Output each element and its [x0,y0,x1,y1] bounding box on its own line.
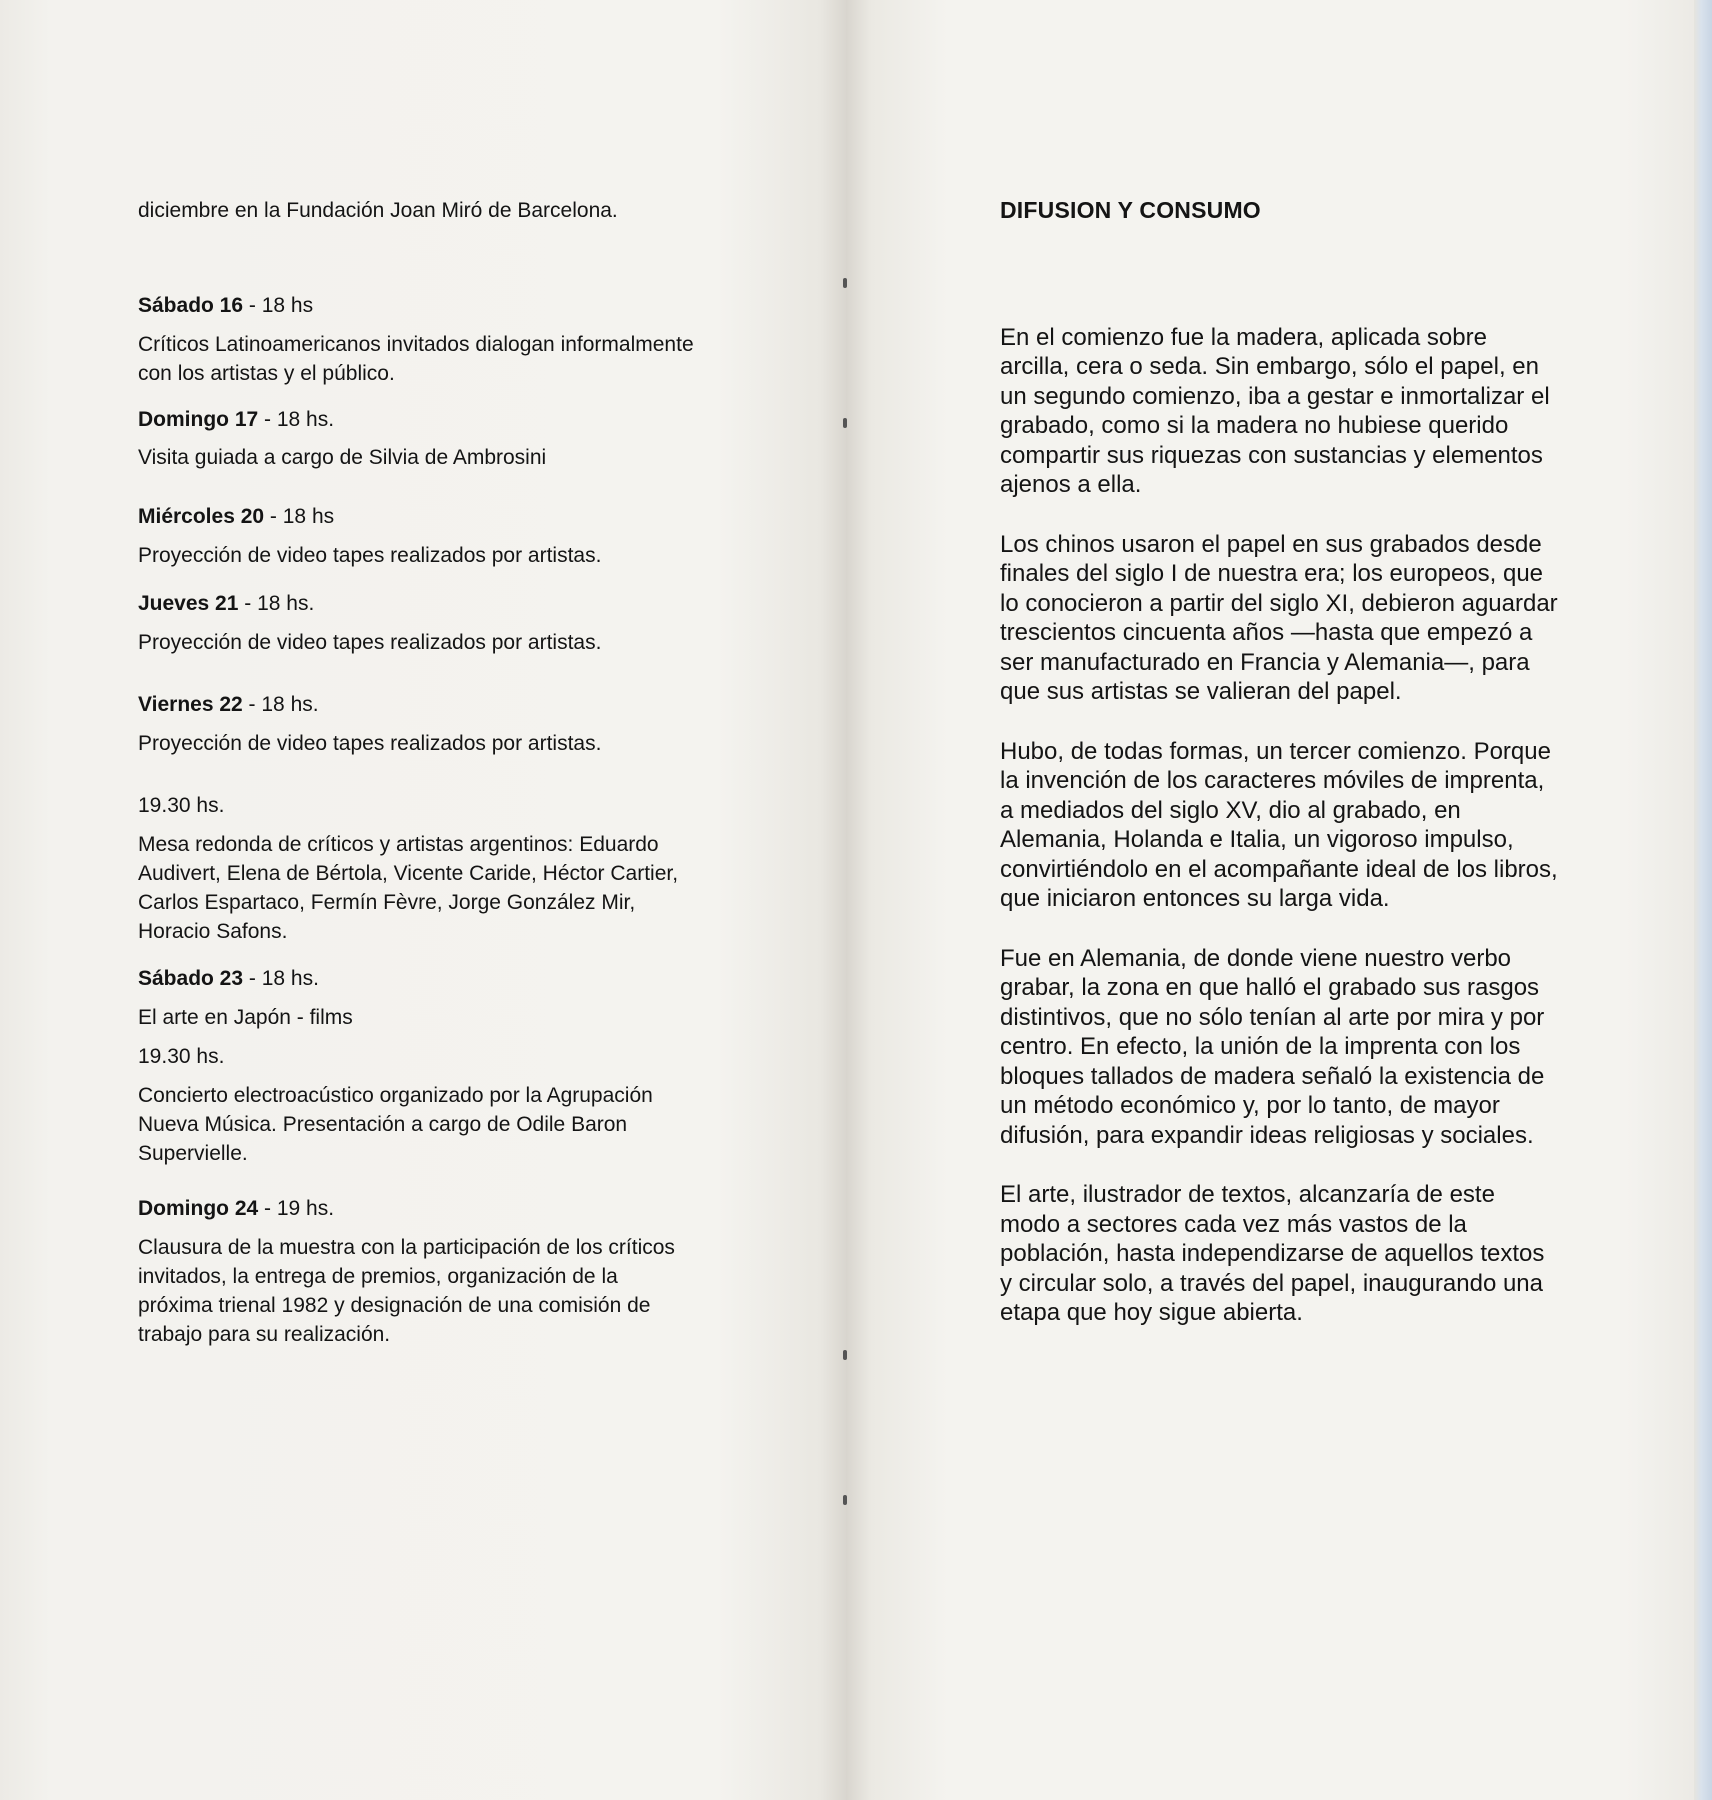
essay-paragraph: Hubo, de todas formas, un tercer comienzo. Porque la invención de los caracteres móviles de imprenta, a mediados del siglo XV, dio al grabado, en Alemania, Holanda e Italia, un vigoroso impulso, convirtiéndolo en el acompañante ideal de los libros, que iniciaron entonces su larga vida. [1000,737,1558,912]
event-time: - 18 hs [248,294,314,317]
event-heading [138,502,698,531]
event-description: Proyección de video tapes realizados por artistas. [138,732,602,755]
event-heading [138,1194,698,1223]
event-day: Miércoles 20 [138,505,265,528]
event-time: - 18 hs. [244,592,315,615]
essay-paragraph: En el comienzo fue la madera, aplicada sobre arcilla, cera o seda. Sin embargo, sólo el papel, en un segundo comienzo, iba a gestar e inmortalizar el grabado, como si la madera no hubiese querido compartir sus riquezas con sustancias y elementos ajenos a ella. [1000,323,1550,498]
event-description: Proyección de video tapes realizados por artistas. [138,631,602,654]
event-time: - 18 hs [269,505,335,528]
essay-paragraph: El arte, ilustrador de textos, alcanzaría de este modo a sectores cada vez más vastos de la población, hasta independizarse de aquellos textos y circular solo, a través del papel, inaugurando una etapa que hoy sigue abierta. [1000,1181,1545,1326]
event-day: Domingo 24 [138,1197,259,1220]
event-heading [138,405,698,434]
event-time-extra: 19.30 hs. [138,794,225,817]
event-day: Domingo 17 [138,408,259,431]
event-day: Sábado 23 [138,967,244,990]
page-edge [1694,0,1712,1800]
essay-paragraph: Fue en Alemania, de donde viene nuestro verbo grabar, la zona en que halló el grabado sus rasgos distintivos, que no sólo tenían al arte por mira y por centro. En efecto, la unión de la imprenta con los bloques tallados de madera señaló la existencia de un método económico y, por lo tanto, de mayor difusión, para expandir ideas religiosas y sociales. [1000,944,1545,1149]
event-time-extra: 19.30 hs. [138,1045,225,1068]
event-day: Sábado 16 [138,294,244,317]
event-heading [138,690,698,719]
event-description: Proyección de video tapes realizados por artistas. [138,544,602,567]
program-column [138,196,698,1349]
event-description: Concierto electroacústico organizado por la Agrupación Nueva Música. Presentación a cargo de Odile Baron Supervielle. [138,1084,653,1165]
event-day: Viernes 22 [138,693,243,716]
staple-mark [843,418,847,428]
essay-column [1000,196,1560,1328]
staple-mark [843,1495,847,1505]
event-description: El arte en Japón - films [138,1006,353,1029]
event-description: Mesa redonda de críticos y artistas argentinos: Eduardo Audivert, Elena de Bértola, Vicente Caride, Héctor Cartier, Carlos Espartaco, Fermín Fèvre, Jorge González Mir, Horacio Safons. [138,833,679,943]
event-heading [138,589,698,618]
event-description: Visita guiada a cargo de Silvia de Ambrosini [138,446,547,469]
staple-mark [843,1350,847,1360]
event-time: - 18 hs. [248,693,319,716]
event-time: - 19 hs. [264,1197,335,1220]
staple-mark [843,278,847,288]
essay-heading: DIFUSION Y CONSUMO [1000,197,1261,223]
event-description: Clausura de la muestra con la participación de los críticos invitados, la entrega de premios, organización de la próxima trienal 1982 y designación de una comisión de trabajo para su realización. [138,1236,675,1346]
intro-text: diciembre en la Fundación Joan Miró de Barcelona. [138,199,618,222]
event-time: - 18 hs. [248,967,319,990]
essay-paragraph: Los chinos usaron el papel en sus grabados desde finales del siglo I de nuestra era; los europeos, que lo conocieron a partir del siglo XI, debieron aguardar trescientos cincuenta años —hasta que empezó a ser manufacturado en Francia y Alemania—, para que sus artistas se valieran del papel. [1000,530,1558,705]
event-day: Jueves 21 [138,592,239,615]
event-heading [138,964,698,993]
event-heading [138,291,698,320]
event-time: - 18 hs. [264,408,335,431]
event-description: Críticos Latinoamericanos invitados dialogan informalmente con los artistas y el público. [138,333,694,385]
